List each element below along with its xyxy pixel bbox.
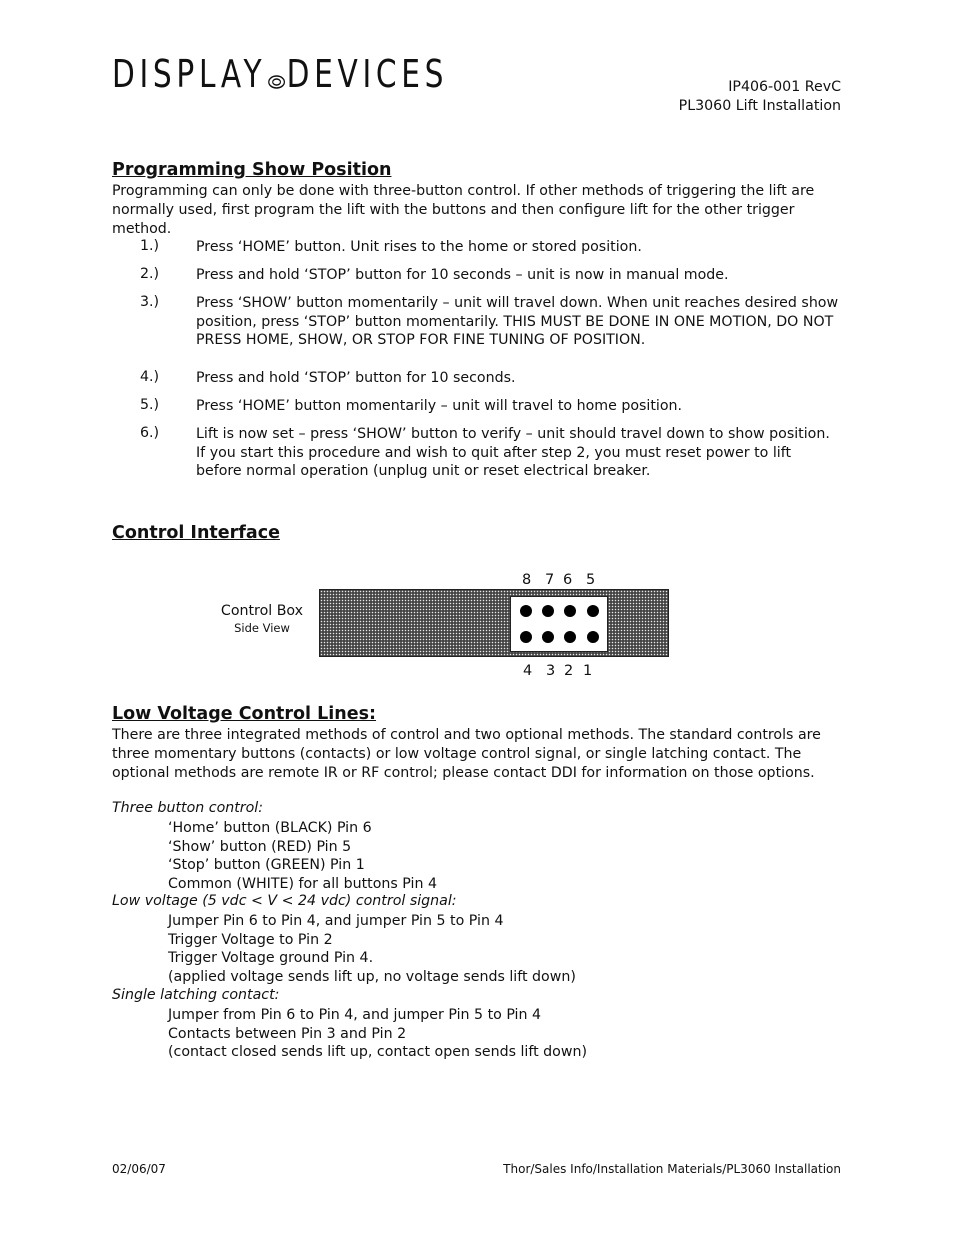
document-reference: [679, 78, 841, 116]
step-number: 2.): [140, 266, 160, 282]
control-interface-heading: Control Interface: [112, 523, 280, 543]
step-text: Press ‘HOME’ button. Unit rises to the home or stored position.: [196, 239, 642, 255]
footer-date: 02/06/07: [112, 1162, 166, 1176]
pin-6: [564, 605, 576, 617]
footer-path: Thor/Sales Info/Installation Materials/PL3060 Installation: [503, 1162, 841, 1176]
step-text: Press ‘SHOW’ button momentarily – unit will travel down. When unit reaches desired show position, press ‘STOP’ button momentarily. THIS MUST BE DONE IN ONE MOTION, DO NOT PRESS HOME, SHOW, OR STOP FOR FINE TUNING OF POSITION.: [196, 295, 839, 348]
pin-label-2: 2: [564, 663, 574, 679]
pin-4: [520, 631, 532, 643]
latching-title: Single latching contact:: [112, 987, 280, 1003]
pin-label-8: 8: [522, 572, 532, 588]
low-voltage-heading: Low Voltage Control Lines:: [112, 704, 377, 724]
list-item: Contacts between Pin 3 and Pin 2: [168, 1025, 407, 1042]
disc-logo-icon: [268, 55, 285, 99]
company-logo: [112, 52, 448, 99]
step-number: 1.): [140, 238, 160, 254]
pin-5: [587, 605, 599, 617]
three-button-lines: [168, 819, 437, 893]
pin-7: [542, 605, 554, 617]
step-number: 5.): [140, 397, 160, 413]
step-number: 4.): [140, 369, 160, 385]
list-item: ‘Stop’ button (GREEN) Pin 1: [168, 857, 365, 874]
programming-intro: Programming can only be done with three-button control. If other methods of triggering the lift are normally used, first program the lift with the buttons and then configure lift for the other trigger method.: [112, 183, 815, 237]
logo-text-left: DISPLAY: [112, 52, 267, 96]
step-number: 6.): [140, 425, 160, 441]
step-text: Press and hold ‘STOP’ button for 10 seconds.: [196, 370, 516, 386]
list-item: (contact closed sends lift up, contact open sends lift down): [168, 1044, 587, 1061]
low-voltage-intro: There are three integrated methods of control and two optional methods. The standard controls are three momentary buttons (contacts) or low voltage control signal, or single latching contact. The optional methods are remote IR or RF control; please contact DDI for information on those options.: [112, 727, 821, 781]
control-box-label: Control Box: [220, 603, 304, 619]
pin-label-7: 7: [545, 572, 555, 588]
pin-label-1: 1: [583, 663, 593, 679]
control-box-caption: [212, 603, 312, 635]
list-item: Trigger Voltage to Pin 2: [168, 931, 333, 948]
step-text: Press ‘HOME’ button momentarily – unit will travel to home position.: [196, 398, 683, 414]
low-voltage-signal-title: Low voltage (5 vdc < V < 24 vdc) control signal:: [112, 893, 457, 909]
pin-label-3: 3: [546, 663, 556, 679]
pin-connector: [510, 596, 608, 652]
list-item: (applied voltage sends lift up, no voltage sends lift down): [168, 968, 576, 985]
control-box-diagram: [319, 589, 669, 657]
step-text: Lift is now set – press ‘SHOW’ button to verify – unit should travel down to show position. If you start this procedure and wish to quit after step 2, you must reset power to lift before normal operation (unplug unit or reset electrical breaker.: [196, 426, 830, 479]
step-number: 3.): [140, 294, 160, 310]
pin-label-5: 5: [586, 572, 596, 588]
doc-title: PL3060 Lift Installation: [678, 98, 841, 114]
pin-label-4: 4: [523, 663, 533, 679]
list-item: Trigger Voltage ground Pin 4.: [168, 950, 374, 967]
low-voltage-signal-lines: [168, 912, 576, 986]
three-button-title: Three button control:: [112, 800, 264, 816]
list-item: ‘Home’ button (BLACK) Pin 6: [168, 820, 372, 836]
list-item: Jumper Pin 6 to Pin 4, and jumper Pin 5 to Pin 4: [168, 913, 504, 929]
pin-1: [587, 631, 599, 643]
step-text: Press and hold ‘STOP’ button for 10 seconds – unit is now in manual mode.: [196, 267, 729, 283]
pin-2: [564, 631, 576, 643]
doc-number: IP406-001 RevC: [728, 79, 841, 95]
latching-lines: [168, 1006, 587, 1062]
logo-text-right: DEVICES: [286, 52, 449, 96]
list-item: Common (WHITE) for all buttons Pin 4: [168, 875, 438, 892]
list-item: Jumper from Pin 6 to Pin 4, and jumper Pin 5 to Pin 4: [168, 1007, 542, 1023]
programming-heading: Programming Show Position: [112, 160, 392, 180]
pin-3: [542, 631, 554, 643]
control-box-sublabel: Side View: [234, 621, 290, 635]
pin-8: [520, 605, 532, 617]
list-item: ‘Show’ button (RED) Pin 5: [168, 838, 352, 855]
pin-label-6: 6: [563, 572, 573, 588]
